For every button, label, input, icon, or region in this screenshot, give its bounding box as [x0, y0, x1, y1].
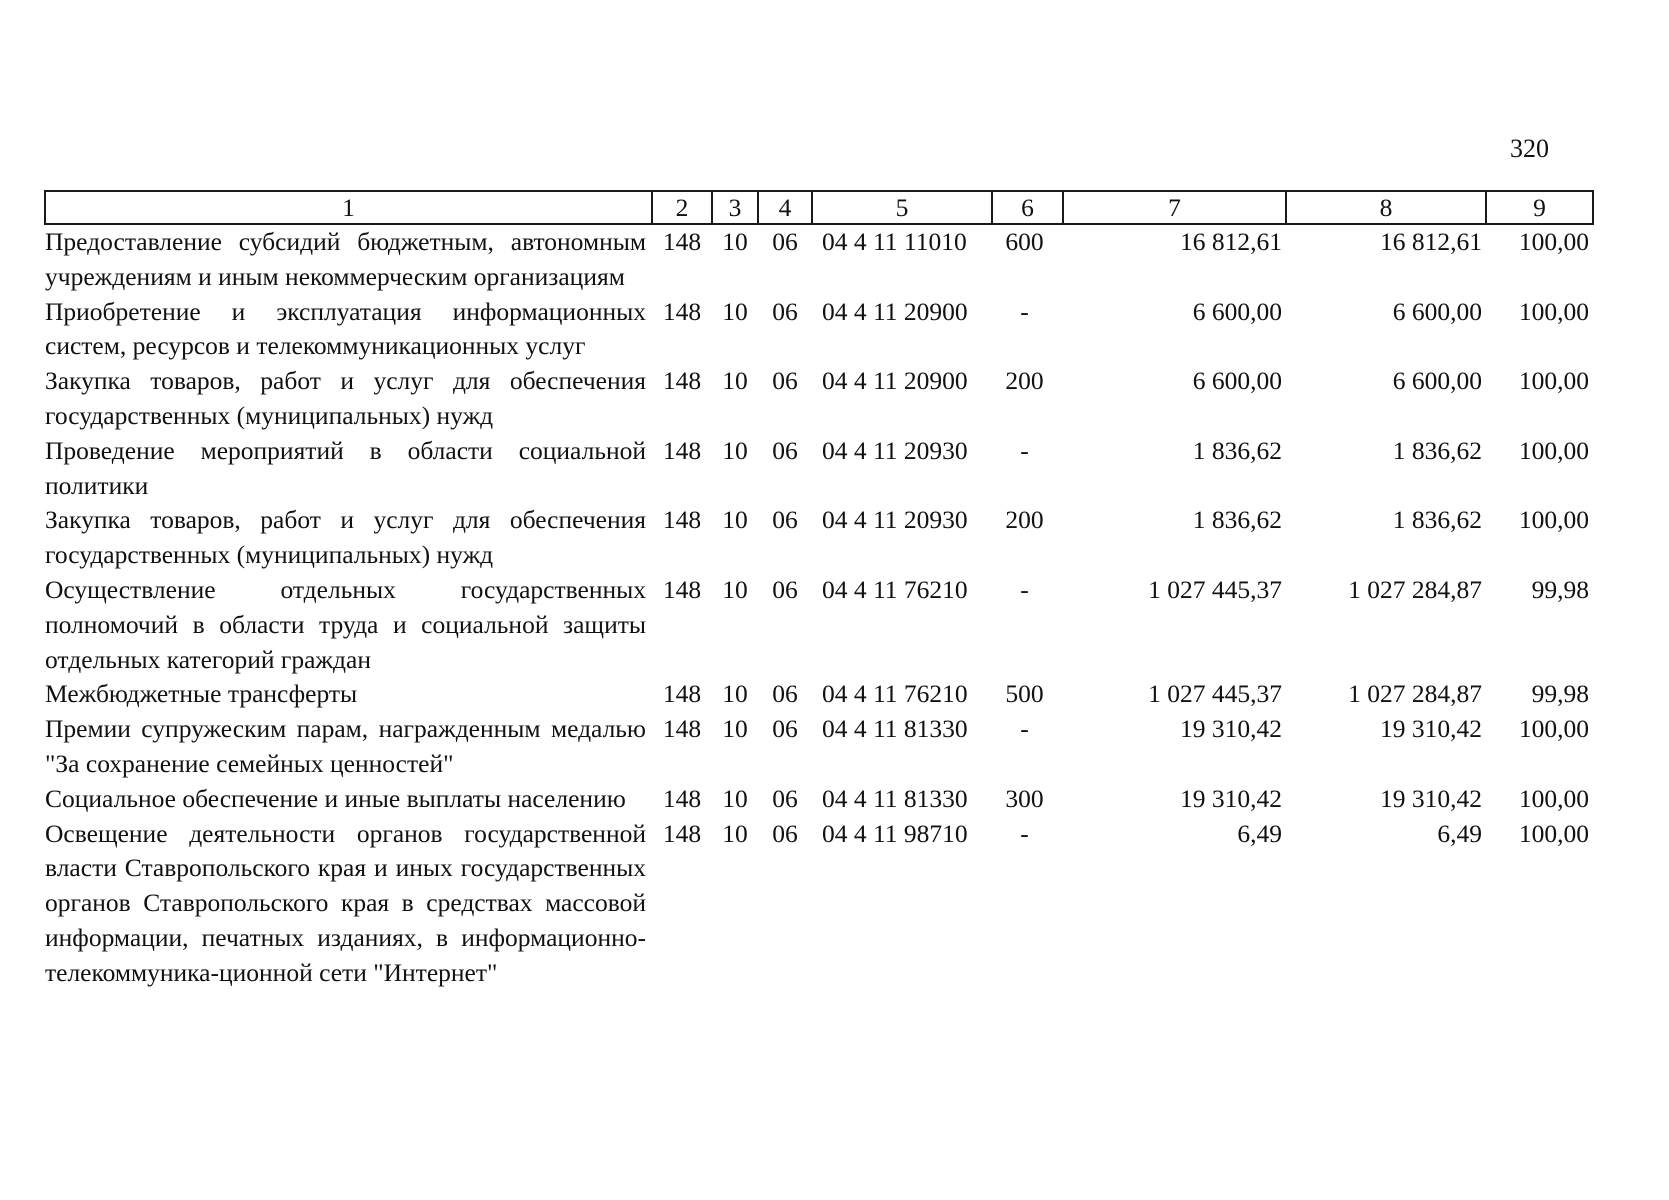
- header-cell-3: 3: [712, 191, 758, 224]
- row-executed-amount: 16 812,61: [1380, 227, 1482, 256]
- row-planned-amount: 1 836,62: [1192, 435, 1282, 465]
- row-execution-percent: 100,00: [1518, 366, 1589, 396]
- header-cell-4: 4: [758, 191, 812, 224]
- row-expense-type: 500: [1005, 679, 1044, 709]
- header-cell-5: 5: [812, 191, 992, 224]
- header-cell-2: 2: [652, 191, 712, 224]
- table-row: [45, 573, 1593, 677]
- row-expense-type: 300: [1005, 783, 1044, 813]
- row-code-subsection: 06: [772, 679, 798, 709]
- row-code-section: 10: [722, 227, 748, 256]
- row-code-subsection: 06: [772, 505, 798, 535]
- row-name: Осуществление отдельных государственных полномочий в области труда и социальной защиты отдельных категорий граждан: [45, 574, 646, 674]
- row-code-subsection: 06: [772, 435, 798, 465]
- row-code-ministry: 148: [662, 296, 702, 326]
- table-row: [45, 364, 1593, 434]
- row-code-section: 10: [722, 296, 748, 326]
- page-number: 320: [1510, 134, 1549, 163]
- row-planned-amount: 1 027 445,37: [1148, 679, 1282, 709]
- row-executed-amount: 1 027 284,87: [1348, 574, 1482, 604]
- row-code-ministry: 148: [662, 505, 702, 535]
- row-code-section: 10: [722, 574, 748, 604]
- row-execution-percent: 100,00: [1518, 435, 1589, 465]
- row-code-section: 10: [722, 505, 748, 535]
- row-execution-percent: 100,00: [1518, 227, 1589, 256]
- header-cell-1: 1: [45, 191, 652, 224]
- row-executed-amount: 19 310,42: [1380, 714, 1482, 744]
- table-row: [45, 295, 1593, 365]
- row-code-section: 10: [722, 435, 748, 465]
- row-target-article: 04 4 11 11010: [822, 227, 967, 256]
- table-row: [45, 224, 1593, 295]
- row-name: Предоставление субсидий бюджетным, автономным учреждениям и иным некоммерческим организациям: [45, 227, 646, 291]
- row-code-ministry: 148: [662, 574, 702, 604]
- row-executed-amount: 1 836,62: [1392, 505, 1482, 535]
- row-name: Приобретение и эксплуатация информационных систем, ресурсов и телекоммуникационных услуг: [45, 296, 646, 361]
- row-target-article: 04 4 11 76210: [822, 679, 968, 709]
- row-planned-amount: 16 812,61: [1180, 227, 1282, 256]
- header-cell-8: 8: [1286, 191, 1486, 224]
- table-row: [45, 817, 1593, 991]
- row-execution-percent: 99,98: [1531, 679, 1589, 709]
- row-code-ministry: 148: [662, 783, 702, 813]
- row-execution-percent: 100,00: [1518, 714, 1589, 744]
- row-target-article: 04 4 11 20900: [822, 296, 968, 326]
- header-cell-6: 6: [992, 191, 1063, 224]
- row-code-ministry: 148: [662, 714, 702, 744]
- row-name: Межбюджетные трансферты: [45, 679, 358, 709]
- row-code-section: 10: [722, 818, 748, 848]
- row-executed-amount: 6 600,00: [1392, 366, 1482, 396]
- row-code-ministry: 148: [662, 227, 702, 256]
- row-executed-amount: 6,49: [1437, 818, 1482, 848]
- row-code-section: 10: [722, 679, 748, 709]
- row-expense-type: 600: [1005, 227, 1044, 256]
- table-row: [45, 434, 1593, 504]
- row-executed-amount: 6 600,00: [1392, 296, 1482, 326]
- header-row: [45, 191, 1593, 224]
- row-code-subsection: 06: [772, 296, 798, 326]
- row-executed-amount: 1 027 284,87: [1348, 679, 1482, 709]
- row-execution-percent: 100,00: [1518, 296, 1589, 326]
- row-planned-amount: 6 600,00: [1192, 366, 1282, 396]
- row-code-subsection: 06: [772, 714, 798, 744]
- row-expense-type: -: [1020, 818, 1029, 848]
- row-name: Социальное обеспечение и иные выплаты населению: [45, 783, 626, 813]
- row-expense-type: -: [1020, 296, 1029, 326]
- table-row: [45, 712, 1593, 782]
- row-target-article: 04 4 11 81330: [822, 714, 968, 744]
- row-target-article: 04 4 11 20900: [822, 366, 968, 396]
- budget-table: [44, 190, 1594, 991]
- row-code-ministry: 148: [662, 435, 702, 465]
- row-code-subsection: 06: [772, 366, 798, 396]
- row-planned-amount: 1 027 445,37: [1148, 574, 1282, 604]
- row-code-subsection: 06: [772, 574, 798, 604]
- row-target-article: 04 4 11 20930: [822, 435, 968, 465]
- row-target-article: 04 4 11 81330: [822, 783, 968, 813]
- row-executed-amount: 1 836,62: [1392, 435, 1482, 465]
- table-body: [45, 224, 1593, 991]
- row-planned-amount: 1 836,62: [1192, 505, 1282, 535]
- row-execution-percent: 100,00: [1518, 818, 1589, 848]
- row-expense-type: 200: [1005, 505, 1044, 535]
- row-code-subsection: 06: [772, 227, 798, 256]
- row-name: Закупка товаров, работ и услуг для обеспечения государственных (муниципальных) нужд: [45, 505, 646, 570]
- row-code-ministry: 148: [662, 679, 702, 709]
- row-target-article: 04 4 11 20930: [822, 505, 968, 535]
- row-code-ministry: 148: [662, 818, 702, 848]
- table-row: [45, 782, 1593, 817]
- row-name: Проведение мероприятий в области социальной политики: [45, 435, 646, 500]
- row-name: Закупка товаров, работ и услуг для обеспечения государственных (муниципальных) нужд: [45, 366, 646, 430]
- row-planned-amount: 6 600,00: [1192, 296, 1282, 326]
- row-code-ministry: 148: [662, 366, 702, 396]
- row-expense-type: -: [1020, 435, 1029, 465]
- table-row: [45, 503, 1593, 573]
- table-header: [45, 191, 1593, 224]
- row-code-section: 10: [722, 783, 748, 813]
- row-planned-amount: 19 310,42: [1180, 714, 1282, 744]
- row-planned-amount: 19 310,42: [1180, 783, 1282, 813]
- row-target-article: 04 4 11 76210: [822, 574, 968, 604]
- header-cell-7: 7: [1063, 191, 1286, 224]
- row-target-article: 04 4 11 98710: [822, 818, 968, 848]
- row-expense-type: 200: [1005, 366, 1044, 396]
- row-code-section: 10: [722, 714, 748, 744]
- row-expense-type: -: [1020, 714, 1029, 744]
- row-execution-percent: 99,98: [1531, 574, 1589, 604]
- row-execution-percent: 100,00: [1518, 783, 1589, 813]
- row-executed-amount: 19 310,42: [1380, 783, 1482, 813]
- row-planned-amount: 6,49: [1237, 818, 1282, 848]
- row-code-section: 10: [722, 366, 748, 396]
- row-code-subsection: 06: [772, 818, 798, 848]
- table-row: [45, 677, 1593, 712]
- row-expense-type: -: [1020, 574, 1029, 604]
- row-execution-percent: 100,00: [1518, 505, 1589, 535]
- row-code-subsection: 06: [772, 783, 798, 813]
- header-cell-9: 9: [1486, 191, 1593, 224]
- row-name: Премии супружеским парам, награжденным медалью "За сохранение семейных ценностей": [45, 714, 646, 778]
- row-name: Освещение деятельности органов государственной власти Ставропольского края и иных государственных органов Ставропольского края в средствах массовой информации, печатных изданиях, в информационно-телекоммуника-ционной сети "Интернет": [45, 818, 646, 987]
